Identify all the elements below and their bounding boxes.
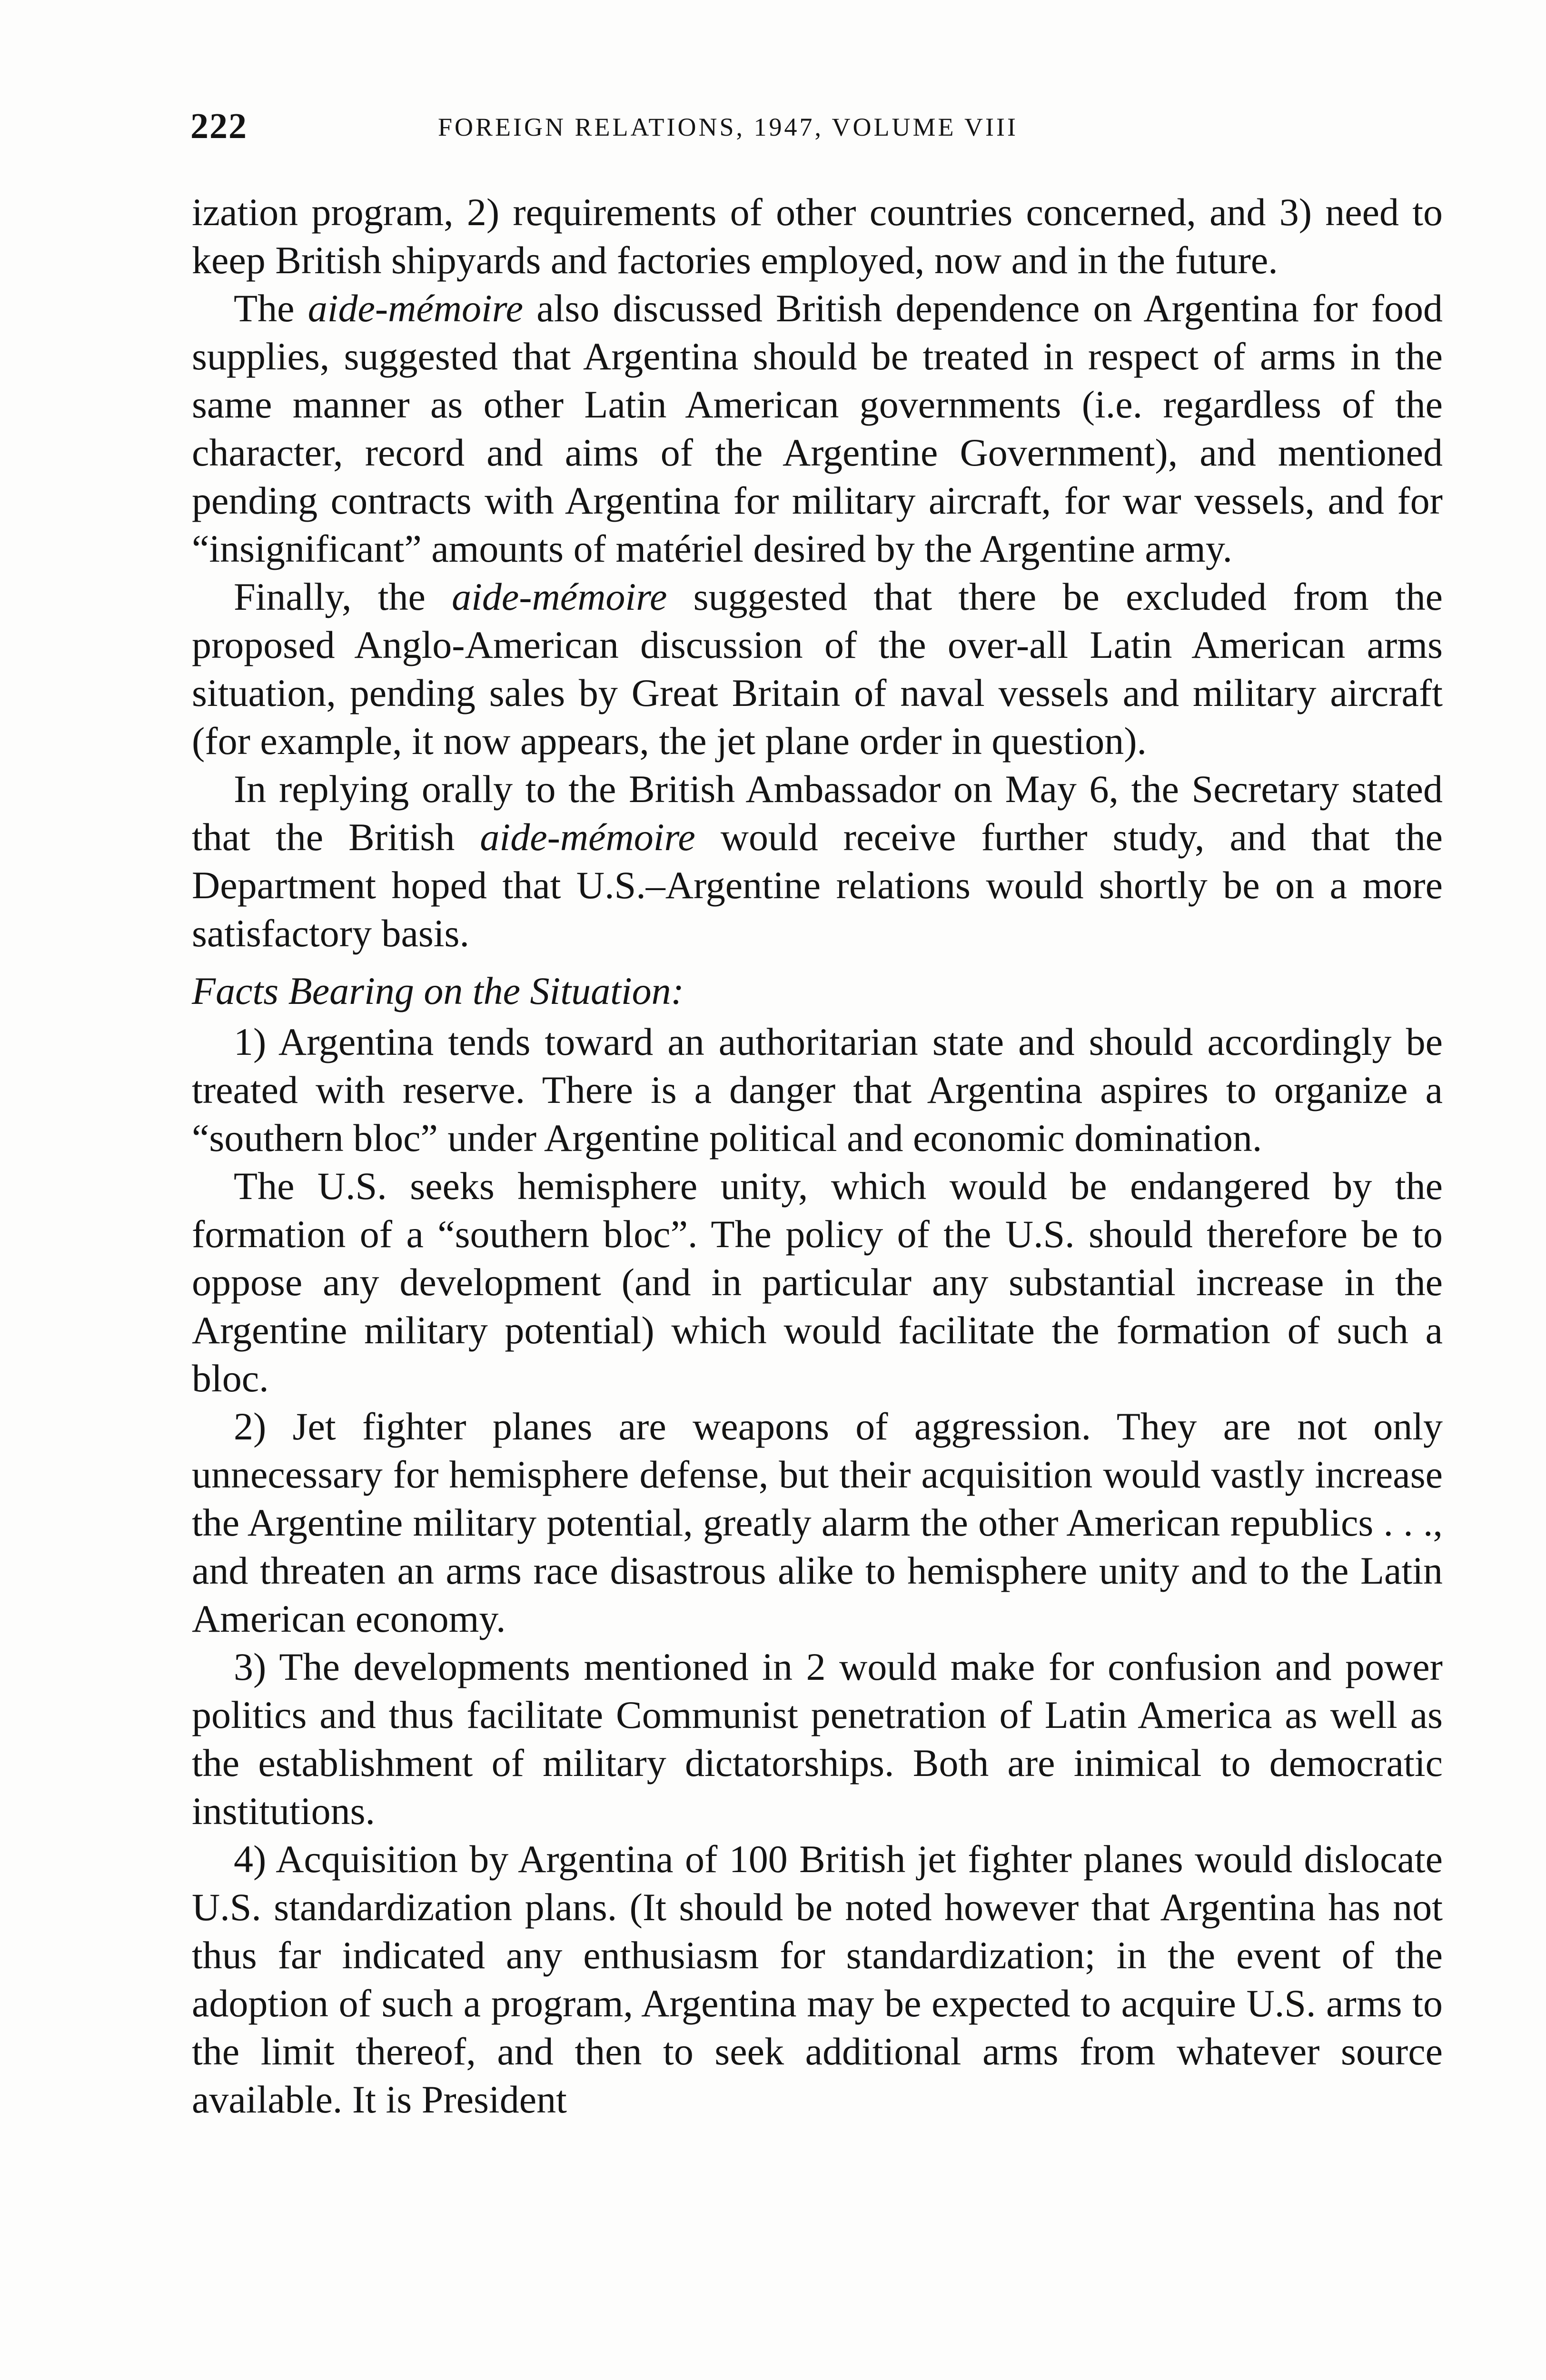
paragraph-fact-3: 3) The developments mentioned in 2 would make for confusion and power politics and thus facilitate Communist penetration of Latin America as well as the establishment of military dictatorships. Both are inimical to democratic institutions.: [192, 1645, 1443, 1833]
italic-term: aide-mémoire: [307, 287, 524, 330]
running-title: FOREIGN RELATIONS, 1947, VOLUME VIII: [438, 113, 1018, 141]
paragraph-aide-memoire-discussion: [192, 284, 1443, 573]
paragraph-fact-2: 2) Jet fighter planes are weapons of aggression. They are not only unnecessary for hemisphere defense, but their acquisition would vastly increase the Argentine military potential, greatly alarm the other American republics . . ., and threaten an arms race disastrous alike to hemisphere unity and to the Latin American economy.: [192, 1405, 1443, 1640]
body-text: [192, 188, 1443, 2123]
paragraph-text: Finally, the: [234, 575, 452, 618]
paragraph-text: The: [234, 287, 308, 330]
paragraph-hemisphere-unity: The U.S. seeks hemisphere unity, which would be endangered by the formation of a “southern bloc”. The policy of the U.S. should therefore be to oppose any development (and in particular any substantial increase in the Argentine military potential) which would facilitate the formation of such a bloc.: [192, 1164, 1443, 1400]
page-number: 222: [190, 106, 248, 146]
paragraph-continuation: ization program, 2) requirements of other countries concerned, and 3) need to keep British shipyards and factories employed, now and in the future.: [192, 190, 1443, 282]
page-header: [190, 106, 1447, 163]
italic-term: aide-mémoire: [480, 815, 695, 859]
paragraph-text: also discussed British dependence on Argentina for food supplies, suggested that Argentina should be treated in respect of arms in the same manner as other Latin American governments (i.e. regardless of the character, record and aims of the Argentine Government), and mentioned pending contracts with Argentina for military aircraft, for war vessels, and for “insignificant” amounts of matériel desired by the Argentine army.: [192, 287, 1443, 570]
section-subheading: Facts Bearing on the Situation:: [192, 969, 684, 1012]
paragraph-text: would receive further study, and that the Department hoped that U.S.–Argentine relations would shortly be on a more satisfactory basis.: [192, 815, 1443, 955]
paragraph-text: suggested that there be excluded from the proposed Anglo-American discussion of the over-all Latin American arms situation, pending sales by Great Britain of naval vessels and military aircraft (for example, it now appears, the jet plane order in question).: [192, 575, 1443, 763]
paragraph-exclusion-suggestion: [192, 573, 1443, 765]
italic-term: aide-mémoire: [452, 575, 667, 618]
paragraph-text: In replying orally to the British Ambassador on May 6, the Secretary stated that the British: [192, 767, 1443, 859]
paragraph-secretary-reply: [192, 765, 1443, 957]
paragraph-fact-4: 4) Acquisition by Argentina of 100 British jet fighter planes would dislocate U.S. standardization plans. (It should be noted however that Argentina has not thus far indicated any enthusiasm for standardization; in the event of the adoption of such a program, Argentina may be expected to acquire U.S. arms to the limit thereof, and then to seek additional arms from whatever source available. It is President: [192, 1837, 1443, 2121]
paragraph-fact-1: 1) Argentina tends toward an authoritarian state and should accordingly be treated with reserve. There is a danger that Argentina aspires to organize a “southern bloc” under Argentine political and economic domination.: [192, 1020, 1443, 1160]
